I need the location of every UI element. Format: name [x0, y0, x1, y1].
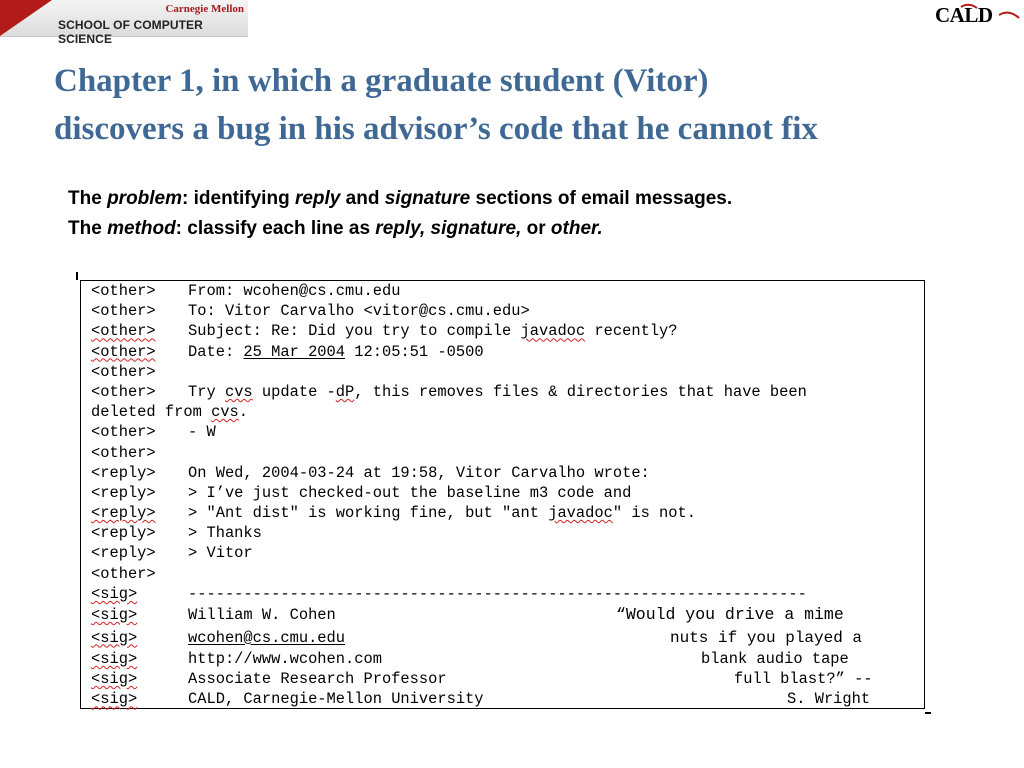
email-line: [91, 584, 921, 604]
cald-logo: [935, 3, 1020, 29]
line-tag: [91, 649, 188, 669]
email-line: [91, 604, 921, 627]
spellcheck-word: cvs: [211, 403, 239, 422]
email-line: [91, 483, 921, 503]
line-tag: <other>: [91, 282, 156, 300]
line-text: CALD, Carnegie-Mellon University: [188, 690, 484, 709]
line-tag: <other>: [91, 564, 156, 583]
email-line: [91, 543, 921, 563]
email-line: [91, 402, 921, 422]
quote-text: S. Wright: [787, 690, 871, 709]
email-line: [91, 523, 921, 543]
line-tag: <reply>: [91, 544, 156, 563]
line-text: > I’ve just checked-out the baseline m3 code and: [188, 483, 632, 502]
box-corner-mark: [925, 712, 931, 714]
quote-text: “Would you drive a mime: [616, 605, 844, 624]
spellcheck-word: <sig>: [91, 628, 138, 647]
line-text: http://www.wcohen.com: [188, 650, 382, 668]
line-tag: [91, 627, 188, 650]
spellcheck-word: cvs: [224, 382, 253, 401]
line-tag: <other>: [91, 443, 156, 462]
line-text: 12:05:51 -0500: [345, 342, 484, 361]
line-tag: [91, 584, 188, 604]
line-tag: [91, 604, 188, 627]
text: or: [521, 218, 551, 239]
spellcheck-word: <other>: [91, 322, 156, 341]
line-tag: [91, 503, 188, 523]
line-text: -------------------------------------------------------------------: [188, 584, 807, 603]
email-line: [91, 503, 921, 523]
line-text: To: Vitor Carvalho <vitor@cs.cmu.edu>: [188, 302, 530, 321]
line-text: > Vitor: [188, 544, 253, 563]
spellcheck-word: <sig>: [91, 670, 138, 689]
title-line-2: discovers a bug in his advisor’s code that he cannot fix: [54, 111, 818, 147]
line-tag: [91, 689, 188, 709]
spellcheck-word: javadoc: [520, 322, 586, 341]
email-line: [91, 301, 921, 321]
text-italic: reply: [294, 188, 341, 209]
line-text: Subject: Re: Did you try to compile: [188, 322, 521, 341]
method-statement: [68, 214, 1008, 244]
line-text: Try: [188, 382, 225, 401]
logo-text: CALD: [935, 3, 993, 27]
line-text: update -: [252, 382, 336, 401]
line-tag: <other>: [91, 362, 156, 381]
line-text: William W. Cohen: [188, 606, 336, 624]
line-tag: [91, 321, 188, 341]
email-lines: [91, 281, 921, 710]
line-text: " is not.: [612, 504, 696, 523]
line-tag: <reply>: [91, 463, 156, 482]
spellcheck-word: javadoc: [548, 504, 613, 523]
email-line: [91, 443, 921, 463]
line-text: , this removes files & directories that have been: [354, 382, 807, 401]
line-tag: <other>: [91, 382, 156, 401]
email-line: [91, 627, 921, 650]
email-link[interactable]: wcohen@cs.cmu.edu: [188, 628, 346, 647]
email-line: [91, 321, 921, 341]
problem-statement: [68, 184, 1008, 214]
line-text: Associate Research Professor: [188, 670, 447, 689]
email-line: [91, 463, 921, 483]
line-text: - W: [188, 423, 216, 442]
spellcheck-word: <sig>: [91, 650, 138, 668]
slide-title: [54, 57, 1004, 153]
underlined-date: 25 Mar 2004: [243, 342, 346, 361]
email-line: [91, 564, 921, 584]
text: and: [340, 188, 385, 209]
quote-text: full blast?” --: [734, 670, 873, 689]
email-line: [91, 649, 921, 669]
line-text: Date:: [188, 342, 244, 361]
line-text: recently?: [585, 322, 678, 341]
line-tag: <reply>: [91, 524, 156, 543]
title-line-1: Chapter 1, in which a graduate student (Vitor): [54, 63, 709, 99]
spellcheck-word: <other>: [91, 342, 156, 361]
line-tag: <reply>: [91, 483, 156, 502]
line-tag: <other>: [91, 302, 156, 321]
line-text: > Thanks: [188, 524, 262, 543]
quote-text: nuts if you played a: [670, 628, 863, 647]
email-line: [91, 422, 921, 442]
box-corner-mark: [76, 272, 78, 280]
email-line: [91, 382, 921, 402]
line-tag: [91, 669, 188, 689]
line-text: .: [238, 403, 249, 422]
email-line: [91, 362, 921, 382]
email-line: [91, 281, 921, 301]
line-text: > "Ant dist" is working fine, but "ant: [188, 504, 549, 523]
school-name: SCHOOL OF COMPUTER SCIENCE: [58, 18, 203, 46]
quote-text: blank audio tape: [701, 650, 849, 668]
text-italic: signature: [384, 188, 471, 209]
email-line: [91, 342, 921, 362]
line-text: On Wed, 2004-03-24 at 19:58, Vitor Carvalho wrote:: [188, 463, 650, 482]
email-line: [91, 669, 921, 689]
line-tag: [91, 342, 188, 362]
university-name: Carnegie Mellon: [165, 3, 244, 15]
email-line: [91, 689, 921, 709]
text: : identifying: [182, 188, 295, 209]
text: : classify each line as: [175, 218, 376, 239]
text-italic: other.: [550, 218, 603, 239]
text-italic: method: [107, 218, 176, 239]
line-text: deleted from: [91, 403, 212, 422]
text: sections of email messages.: [470, 188, 733, 209]
spellcheck-word: <reply>: [91, 504, 156, 523]
spellcheck-word: dP: [335, 382, 355, 401]
line-text: From: wcohen@cs.cmu.edu: [188, 282, 401, 300]
header-banner: [0, 0, 248, 46]
description: [68, 184, 1008, 244]
text-italic: problem: [107, 188, 183, 209]
text-italic: reply, signature,: [375, 218, 522, 239]
text: The: [68, 188, 108, 209]
spellcheck-word: <sig>: [91, 690, 138, 709]
spellcheck-word: <sig>: [91, 606, 138, 624]
text: The: [68, 218, 108, 239]
spellcheck-word: <sig>: [91, 584, 138, 603]
line-tag: <other>: [91, 423, 156, 442]
